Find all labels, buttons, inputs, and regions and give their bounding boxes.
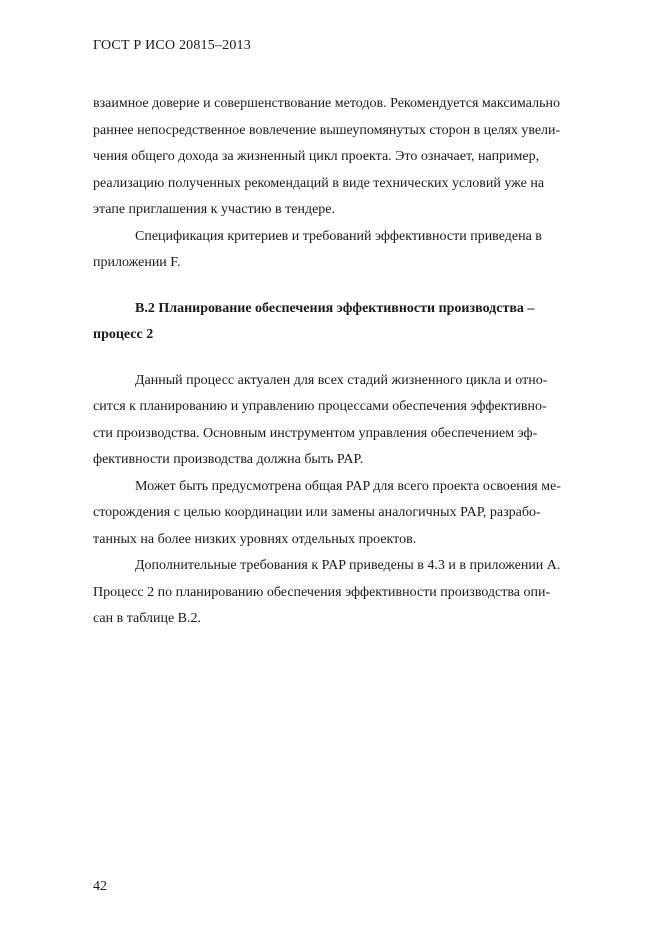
document-header: ГОСТ Р ИСО 20815–2013 bbox=[93, 38, 251, 53]
section-heading-b2: В.2 Планирование обеспечения эффективности производства – процесс 2 bbox=[93, 300, 535, 342]
paragraph-specification-reference: Спецификация критериев и требований эффективности приведена в приложении F. bbox=[93, 228, 542, 270]
document-body bbox=[93, 91, 614, 633]
paragraph-common-pap: Может быть предусмотрена общая PAP для всего проекта освоения ме- сторождения с целью координации или замены аналогичных PAP, разрабо- танных на более низких уровнях отдельных проектов. bbox=[93, 478, 561, 547]
page-number: 42 bbox=[93, 879, 107, 894]
paragraph-mutual-trust: взаимное доверие и совершенствование методов. Рекомендуется максимально раннее непосредственное вовлечение вышеупомянутых сторон в целях увели- чения общего дохода за жизненный цикл проекта. Это означает, например, реализацию полученных рекомендаций в виде технических условий уже на этапе приглашения к участию в тендере. bbox=[93, 96, 561, 217]
paragraph-process-relevance: Данный процесс актуален для всех стадий жизненного цикла и отно- сится к планированию и управлению процессами обеспечения эффективно- сти производства. Основным инструментом управления обеспечением эф- фективности производства должна быть PAP. bbox=[93, 372, 548, 467]
paragraph-additional-requirements: Дополнительные требования к PAP приведены в 4.3 и в приложении А. Процесс 2 по планированию обеспечения эффективности производства опи- сан в таблице В.2. bbox=[93, 558, 561, 626]
